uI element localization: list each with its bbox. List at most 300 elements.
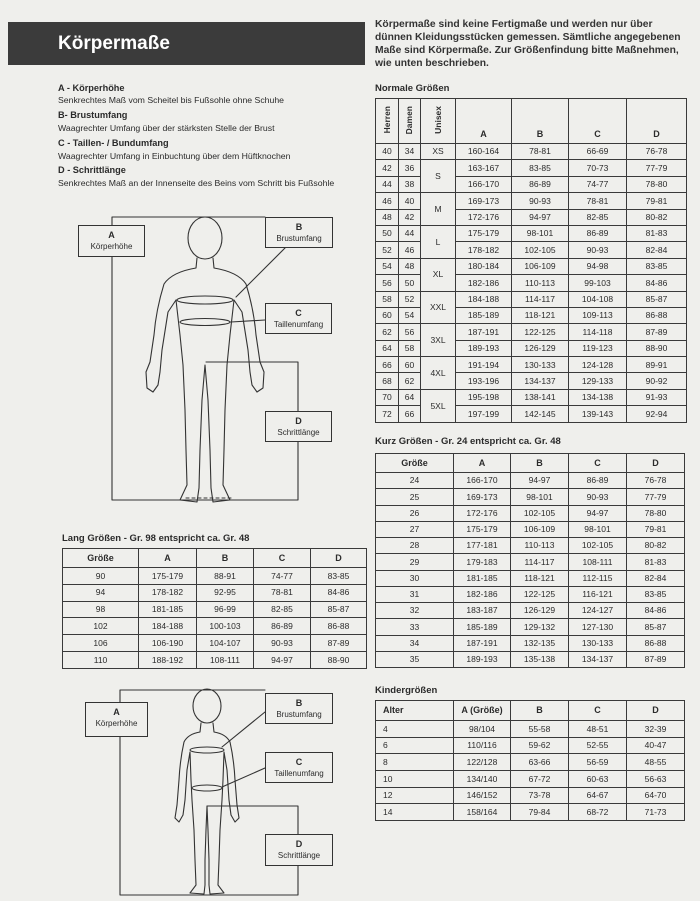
unisex-cell: L <box>421 225 456 258</box>
b-cell: 122-125 <box>511 586 569 602</box>
child-head <box>193 689 221 723</box>
b-cell: 100-103 <box>197 618 254 635</box>
table-row <box>63 601 367 618</box>
d-cell: 85-87 <box>627 619 685 635</box>
kids-sizes-table <box>375 700 685 821</box>
table-row <box>376 389 687 405</box>
label-text: Brustumfang <box>276 710 322 719</box>
size-cell: 102 <box>63 618 139 635</box>
damen-cell: 54 <box>399 307 421 323</box>
size-cell: 30 <box>376 570 454 586</box>
d-cell: 78-80 <box>627 505 685 521</box>
damen-cell: 62 <box>399 373 421 389</box>
b-cell: 98-101 <box>511 489 569 505</box>
header-unisex <box>421 99 456 144</box>
c-cell: 108-111 <box>569 554 627 570</box>
short-sizes-table <box>375 453 685 668</box>
a-cell: 187-191 <box>456 324 512 340</box>
size-cell: 27 <box>376 521 454 537</box>
table-row <box>376 721 685 738</box>
a-cell: 122/128 <box>454 754 511 771</box>
b-cell: 88-91 <box>197 568 254 585</box>
unisex-cell: 4XL <box>421 357 456 390</box>
adult-body-outline <box>146 258 264 502</box>
d-cell: 64-70 <box>627 787 685 804</box>
d-cell: 32-39 <box>627 721 685 738</box>
label-letter: B <box>295 222 303 232</box>
d-cell: 48-55 <box>627 754 685 771</box>
d-cell: 87-89 <box>311 635 367 652</box>
definition-title-a: A - Körperhöhe <box>58 83 125 93</box>
size-cell: 31 <box>376 586 454 602</box>
adult-label-d <box>265 411 332 442</box>
d-cell: 87-89 <box>627 651 685 667</box>
b-cell: 126-129 <box>511 603 569 619</box>
b-cell: 126-129 <box>512 340 569 356</box>
age-cell: 12 <box>376 787 454 804</box>
d-cell: 88-90 <box>311 651 367 668</box>
a-cell: 193-196 <box>456 373 512 389</box>
herren-cell: 64 <box>376 340 399 356</box>
table-row <box>376 570 685 586</box>
d-cell: 84-86 <box>311 584 367 601</box>
child-chest-band <box>190 747 224 753</box>
c-cell: 109-113 <box>569 307 627 323</box>
definition-title-c: C - Taillen- / Bundumfang <box>58 138 169 148</box>
child-label-a <box>85 702 148 737</box>
d-cell: 89-91 <box>627 357 687 373</box>
label-letter: A <box>108 230 115 240</box>
header-size: Größe <box>63 549 139 568</box>
table-body <box>376 721 685 821</box>
d-cell: 83-85 <box>627 586 685 602</box>
header-b: B <box>197 549 254 568</box>
d-cell: 79-81 <box>627 193 687 209</box>
a-cell: 187-191 <box>454 635 511 651</box>
a-cell: 169-173 <box>456 193 512 209</box>
herren-cell: 40 <box>376 144 399 160</box>
header-a: A <box>454 454 511 473</box>
table-header <box>63 549 367 568</box>
damen-cell: 64 <box>399 389 421 405</box>
damen-cell: 50 <box>399 275 421 291</box>
c-cell: 66-69 <box>569 144 627 160</box>
adult-inseam-pointer <box>206 362 298 411</box>
b-cell: 90-93 <box>512 193 569 209</box>
unisex-cell: XL <box>421 258 456 291</box>
table-row <box>376 193 687 209</box>
header-c: C <box>569 701 627 721</box>
size-cell: 98 <box>63 601 139 618</box>
b-cell: 96-99 <box>197 601 254 618</box>
b-cell: 63-66 <box>511 754 569 771</box>
table-row <box>376 291 687 307</box>
d-cell: 80-82 <box>627 209 687 225</box>
long-sizes-table <box>62 548 367 669</box>
table-header <box>376 701 685 721</box>
b-cell: 94-97 <box>512 209 569 225</box>
table-row <box>376 651 685 667</box>
c-cell: 134-138 <box>569 389 627 405</box>
unisex-cell: S <box>421 160 456 193</box>
c-cell: 104-108 <box>569 291 627 307</box>
c-cell: 68-72 <box>569 804 627 821</box>
d-cell: 71-73 <box>627 804 685 821</box>
header-b: B <box>511 454 569 473</box>
a-cell: 183-187 <box>454 603 511 619</box>
short-sizes-title: Kurz Größen - Gr. 24 entspricht ca. Gr. 48 <box>375 436 561 447</box>
c-cell: 86-89 <box>569 225 627 241</box>
header-d: D <box>311 549 367 568</box>
d-cell: 78-80 <box>627 176 687 192</box>
definition-text-c: Waagrechter Umfang in Einbuchtung über dem Hüftknochen <box>58 151 291 161</box>
b-cell: 142-145 <box>512 406 569 422</box>
unisex-cell: XXL <box>421 291 456 324</box>
herren-cell: 44 <box>376 176 399 192</box>
c-cell: 74-77 <box>569 176 627 192</box>
a-cell: 175-179 <box>454 521 511 537</box>
a-cell: 175-179 <box>139 568 197 585</box>
a-cell: 181-185 <box>454 570 511 586</box>
size-cell: 33 <box>376 619 454 635</box>
table-header <box>376 99 687 144</box>
d-cell: 79-81 <box>627 521 685 537</box>
b-cell: 114-117 <box>511 554 569 570</box>
table-row <box>63 568 367 585</box>
b-cell: 106-109 <box>512 258 569 274</box>
a-cell: 166-170 <box>456 176 512 192</box>
damen-cell: 58 <box>399 340 421 356</box>
herren-cell: 70 <box>376 389 399 405</box>
a-cell: 188-192 <box>139 651 197 668</box>
b-cell: 78-81 <box>512 144 569 160</box>
label-text: Taillenumfang <box>274 769 324 778</box>
b-cell: 135-138 <box>511 651 569 667</box>
a-cell: 146/152 <box>454 787 511 804</box>
d-cell: 85-87 <box>311 601 367 618</box>
c-cell: 94-97 <box>569 505 627 521</box>
damen-cell: 46 <box>399 242 421 258</box>
adult-head <box>188 217 222 259</box>
damen-cell: 48 <box>399 258 421 274</box>
unisex-cell: 5XL <box>421 389 456 422</box>
d-cell: 83-85 <box>627 258 687 274</box>
d-cell: 76-78 <box>627 473 685 489</box>
damen-cell: 40 <box>399 193 421 209</box>
b-cell: 59-62 <box>511 737 569 754</box>
label-text: Taillenumfang <box>273 320 324 329</box>
c-cell: 99-103 <box>569 275 627 291</box>
definition-text-a: Senkrechtes Maß vom Scheitel bis Fußsohle ohne Schuhe <box>58 95 284 105</box>
a-cell: 191-194 <box>456 357 512 373</box>
c-cell: 70-73 <box>569 160 627 176</box>
table-row <box>376 473 685 489</box>
b-cell: 102-105 <box>511 505 569 521</box>
b-cell: 55-58 <box>511 721 569 738</box>
c-cell: 124-128 <box>569 357 627 373</box>
a-cell: 177-181 <box>454 538 511 554</box>
size-cell: 25 <box>376 489 454 505</box>
header-age: Alter <box>376 701 454 721</box>
definition-text-d: Senkrechtes Maß an der Innenseite des Beins vom Schritt bis Fußsohle <box>58 178 335 188</box>
table-row <box>376 787 685 804</box>
c-cell: 114-118 <box>569 324 627 340</box>
size-cell: 106 <box>63 635 139 652</box>
header-row <box>376 701 685 721</box>
herren-cell: 62 <box>376 324 399 340</box>
child-waist-pointer <box>222 768 265 787</box>
adult-label-a <box>78 225 145 257</box>
d-cell: 40-47 <box>627 737 685 754</box>
c-cell: 48-51 <box>569 721 627 738</box>
a-cell: 172-176 <box>454 505 511 521</box>
a-cell: 158/164 <box>454 804 511 821</box>
label-text: Schrittlänge <box>277 428 320 437</box>
definition-title-d: D - Schrittlänge <box>58 165 126 175</box>
a-cell: 184-188 <box>139 618 197 635</box>
b-cell: 98-101 <box>512 225 569 241</box>
c-cell: 56-59 <box>569 754 627 771</box>
c-cell: 119-123 <box>569 340 627 356</box>
c-cell: 102-105 <box>569 538 627 554</box>
c-cell: 94-97 <box>254 651 311 668</box>
d-cell: 84-86 <box>627 603 685 619</box>
c-cell: 127-130 <box>569 619 627 635</box>
intro-line: Körpermaße sind keine Fertigmaße und werden nur über <box>375 19 653 30</box>
size-cell: 28 <box>376 538 454 554</box>
header-row <box>63 549 367 568</box>
herren-cell: 48 <box>376 209 399 225</box>
header-c: C <box>254 549 311 568</box>
a-cell: 189-193 <box>454 651 511 667</box>
table-row <box>376 554 685 570</box>
label-text: Körperhöhe <box>90 242 133 251</box>
a-cell: 169-173 <box>454 489 511 505</box>
c-cell: 134-137 <box>569 651 627 667</box>
table-row <box>376 804 685 821</box>
damen-cell: 44 <box>399 225 421 241</box>
b-cell: 67-72 <box>511 771 569 788</box>
child-chest-pointer <box>222 712 265 747</box>
c-cell: 90-93 <box>254 635 311 652</box>
age-cell: 8 <box>376 754 454 771</box>
table-row <box>376 225 687 241</box>
kids-sizes-title: Kindergrößen <box>375 685 438 696</box>
table-row <box>376 771 685 788</box>
a-cell: 197-199 <box>456 406 512 422</box>
table-body <box>63 568 367 669</box>
label-text: Schrittlänge <box>277 851 321 860</box>
c-cell: 82-85 <box>254 601 311 618</box>
size-cell: 110 <box>63 651 139 668</box>
header-b: B <box>512 99 569 144</box>
c-cell: 116-121 <box>569 586 627 602</box>
c-cell: 112-115 <box>569 570 627 586</box>
b-cell: 106-109 <box>511 521 569 537</box>
d-cell: 81-83 <box>627 225 687 241</box>
a-cell: 189-193 <box>456 340 512 356</box>
adult-label-b <box>265 217 333 248</box>
page-title: Körpermaße <box>58 33 170 54</box>
a-cell: 184-188 <box>456 291 512 307</box>
b-cell: 110-113 <box>512 275 569 291</box>
header-label: Damen <box>404 105 415 135</box>
adult-label-c <box>265 303 332 334</box>
b-cell: 102-105 <box>512 242 569 258</box>
header-herren <box>376 99 399 144</box>
table-row <box>376 521 685 537</box>
d-cell: 88-90 <box>627 340 687 356</box>
a-cell: 175-179 <box>456 225 512 241</box>
b-cell: 108-111 <box>197 651 254 668</box>
a-cell: 185-189 <box>456 307 512 323</box>
size-cell: 90 <box>63 568 139 585</box>
header-row <box>376 454 685 473</box>
a-cell: 98/104 <box>454 721 511 738</box>
size-cell: 29 <box>376 554 454 570</box>
a-cell: 179-183 <box>454 554 511 570</box>
a-cell: 163-167 <box>456 160 512 176</box>
label-letter: D <box>295 416 302 426</box>
d-cell: 83-85 <box>311 568 367 585</box>
table-row <box>376 357 687 373</box>
definition-text-b: Waagrechter Umfang über der stärksten Stelle der Brust <box>58 123 275 133</box>
adult-frame <box>112 217 298 500</box>
c-cell: 52-55 <box>569 737 627 754</box>
a-cell: 178-182 <box>456 242 512 258</box>
label-letter: C <box>295 308 302 318</box>
herren-cell: 56 <box>376 275 399 291</box>
label-letter: A <box>113 707 120 717</box>
header-label: Unisex <box>432 106 443 134</box>
table-row <box>376 635 685 651</box>
d-cell: 81-83 <box>627 554 685 570</box>
c-cell: 94-98 <box>569 258 627 274</box>
long-sizes-title: Lang Größen - Gr. 98 entspricht ca. Gr. 48 <box>62 533 250 544</box>
a-cell: 166-170 <box>454 473 511 489</box>
table-row <box>376 505 685 521</box>
d-cell: 92-94 <box>627 406 687 422</box>
header-a: A <box>456 99 512 144</box>
b-cell: 73-78 <box>511 787 569 804</box>
d-cell: 77-79 <box>627 489 685 505</box>
c-cell: 86-89 <box>254 618 311 635</box>
d-cell: 85-87 <box>627 291 687 307</box>
label-letter: C <box>295 757 303 767</box>
damen-cell: 38 <box>399 176 421 192</box>
b-cell: 110-113 <box>511 538 569 554</box>
table-row <box>376 754 685 771</box>
d-cell: 82-84 <box>627 570 685 586</box>
size-cell: 94 <box>63 584 139 601</box>
table-row <box>63 584 367 601</box>
c-cell: 64-67 <box>569 787 627 804</box>
herren-cell: 46 <box>376 193 399 209</box>
child-label-d <box>265 834 333 866</box>
table-row <box>376 160 687 176</box>
d-cell: 86-88 <box>627 635 685 651</box>
a-cell: 195-198 <box>456 389 512 405</box>
c-cell: 78-81 <box>254 584 311 601</box>
b-cell: 138-141 <box>512 389 569 405</box>
damen-cell: 66 <box>399 406 421 422</box>
table-row <box>376 538 685 554</box>
b-cell: 114-117 <box>512 291 569 307</box>
damen-cell: 42 <box>399 209 421 225</box>
d-cell: 86-88 <box>627 307 687 323</box>
b-cell: 132-135 <box>511 635 569 651</box>
adult-chest-pointer <box>236 248 285 297</box>
size-cell: 26 <box>376 505 454 521</box>
size-cell: 35 <box>376 651 454 667</box>
d-cell: 87-89 <box>627 324 687 340</box>
c-cell: 86-89 <box>569 473 627 489</box>
herren-cell: 72 <box>376 406 399 422</box>
herren-cell: 50 <box>376 225 399 241</box>
d-cell: 80-82 <box>627 538 685 554</box>
b-cell: 129-132 <box>511 619 569 635</box>
intro-line: dünnen Kleidungsstücken gemessen. Sämtliche angegebenen <box>375 32 681 43</box>
a-cell: 172-176 <box>456 209 512 225</box>
table-row <box>376 258 687 274</box>
header-b: B <box>511 701 569 721</box>
table-row <box>63 635 367 652</box>
b-cell: 104-107 <box>197 635 254 652</box>
c-cell: 98-101 <box>569 521 627 537</box>
d-cell: 90-92 <box>627 373 687 389</box>
table-body <box>376 473 685 668</box>
b-cell: 118-121 <box>511 570 569 586</box>
unisex-cell: 3XL <box>421 324 456 357</box>
a-cell: 180-184 <box>456 258 512 274</box>
c-cell: 129-133 <box>569 373 627 389</box>
d-cell: 77-79 <box>627 160 687 176</box>
b-cell: 94-97 <box>511 473 569 489</box>
header-label: Herren <box>381 106 392 134</box>
d-cell: 84-86 <box>627 275 687 291</box>
child-waist-band <box>192 785 222 791</box>
normal-sizes-title: Normale Größen <box>375 83 450 94</box>
a-cell: 134/140 <box>454 771 511 788</box>
d-cell: 86-88 <box>311 618 367 635</box>
b-cell: 86-89 <box>512 176 569 192</box>
table-row <box>63 651 367 668</box>
child-label-b <box>265 693 333 724</box>
damen-cell: 36 <box>399 160 421 176</box>
damen-cell: 56 <box>399 324 421 340</box>
a-cell: 181-185 <box>139 601 197 618</box>
header-d: D <box>627 454 685 473</box>
a-cell: 106-190 <box>139 635 197 652</box>
adult-waist-band <box>180 319 230 326</box>
damen-cell: 52 <box>399 291 421 307</box>
header-d: D <box>627 701 685 721</box>
size-cell: 34 <box>376 635 454 651</box>
c-cell: 78-81 <box>569 193 627 209</box>
c-cell: 60-63 <box>569 771 627 788</box>
size-cell: 24 <box>376 473 454 489</box>
size-cell: 32 <box>376 603 454 619</box>
label-text: Brustumfang <box>276 234 322 243</box>
b-cell: 122-125 <box>512 324 569 340</box>
intro-paragraph <box>375 18 693 70</box>
child-label-c <box>265 752 333 783</box>
herren-cell: 66 <box>376 357 399 373</box>
header-d: D <box>627 99 687 144</box>
child-body-outline <box>175 723 239 894</box>
normal-sizes-table <box>375 98 687 423</box>
b-cell: 118-121 <box>512 307 569 323</box>
